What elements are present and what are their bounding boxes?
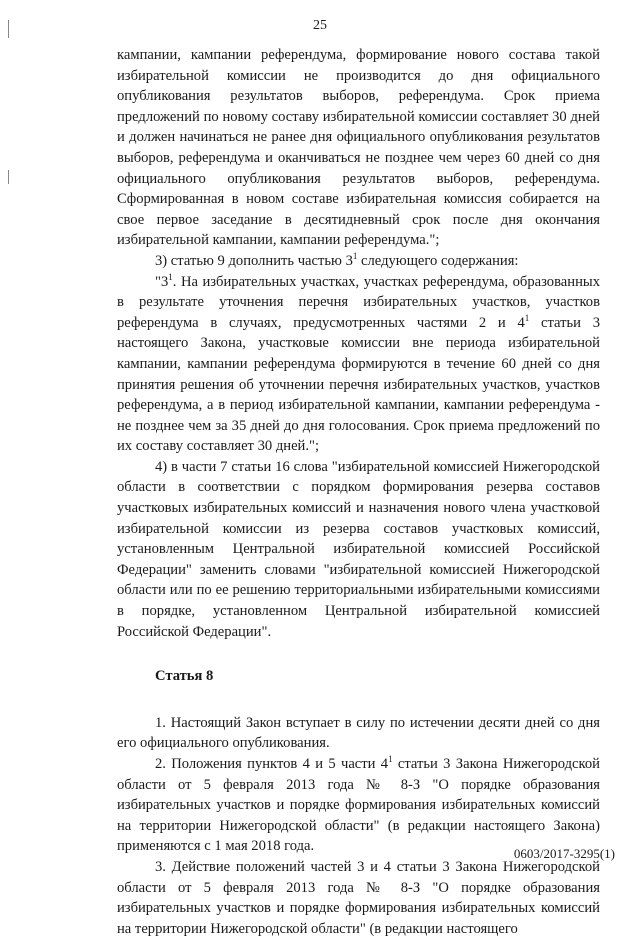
article-8-paragraph-2: 2. Положения пунктов 4 и 5 части $4^1$ статьи 3 Закона Нижегородской области от 5 февраля 2013 года № 8-З "О порядке образования избирательных участков и порядке формирования избирательных комиссий на территории Нижегородской области" (в редакции настоящего Закона) применяются с 1 мая 2018 года. [117,754,600,855]
article-8-paragraph-1: 1. Настоящий Закон вступает в силу по истечении десяти дней со дня его официального опубликования. [117,714,600,752]
document-code: 0603/2017-3295(1) [513,846,615,861]
paragraph-item-4: 4) в части 7 статьи 16 слова "избирательной комиссией Нижегородской области в соответствии с порядком формирования резерва составов участковых избирательных комиссий и назначения нового члена участковой избирательной комиссии из резерва составов участковых комиссий, установленным Центральной избирательной комиссией Российской Федерации" заменить словами "избирательной комиссией Нижегородской области или по ее решению территориальными избирательными комиссиями в порядке, установленном Центральной избирательной комиссией Российской Федерации". [117,458,600,640]
paragraph-continuation: кампании, кампании референдума, формирование нового состава такой избирательной комиссии не производится до дня официального опубликования результатов выборов, референдума. Срок приема предложений по новому составу избирательной комиссии составляет 30 дней и должен начинаться не ранее дня официального опубликования результатов выборов, референдума и оканчиваться не позднее чем через 60 дней со дня официального опубликования результатов выборов, референдума. Сформированная в новом составе избирательная комиссия собирается на свое первое заседание в десятидневный срок после дня окончания избирательной кампании, кампании референдума."; [117,47,600,249]
article-8-paragraph-3: 3. Действие положений частей 3 и 4 статьи 3 Закона Нижегородской области от 5 февраля 2013 года № 8-З "О порядке образования избирательных участков и порядке формирования избирательных комиссий на территории Нижегородской области" (в редакции настоящего [117,858,600,937]
paragraph-item-3: 3) статью 9 дополнить частью $3^1$ следующего содержания: [155,251,519,269]
document-body [117,45,600,939]
scan-margin-mark [8,170,9,184]
article-title: Статья 8 [155,668,214,685]
page-number: 25 [313,18,327,33]
scan-margin-mark [8,20,9,38]
paragraph-quote-3-1: "$3^1$. На избирательных участках, участках референдума, образованных в результате уточнения перечня избирательных участков, участков референдума в случаях, предусмотренных частями 2 и $4^1$ статьи 3 настоящего Закона, участковые комиссии вне периода избирательной кампании, кампании референдума формируются в течение 60 дней со дня принятия решения об уточнении перечня избирательных участков, участков референдума, а в период избирательной кампании, кампании референдума - не позднее чем за 35 дней до дня голосования. Срок приема предложений по их составу составляет 30 дней."; [117,271,600,455]
